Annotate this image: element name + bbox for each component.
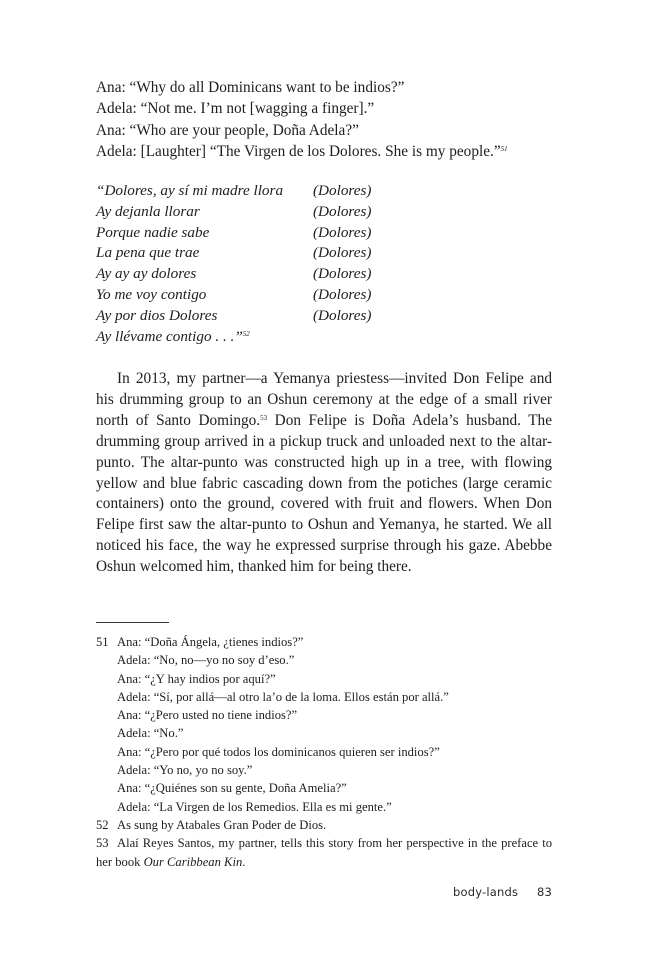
footnote-ref-51[interactable]: 51 [500,144,508,153]
song-refrain: (Dolores) [313,202,372,220]
dialogue-line: Adela: [Laughter] “The Virgen de los Dolores. She is my people.”$^{51}$ [96,142,508,160]
footnote-number: 52 [96,817,109,832]
body-paragraph: In 2013, my partner—a Yemanya priestess—invited Don Felipe and his drumming group to an Oshun ceremony at the edge of a small river north of Santo Domingo.$^{53}$ Don Felipe is Doña Adela’s husband. The drumming group arrived in a pickup truck and unloaded next to the altar-punto. The altar-punto was constructed high up in a tree, with flowing yellow and blue fabric cascading down from the potiches (large ceramic containers) onto the ground, covered with fruit and flowers. When Don Felipe first saw the altar-punto to Oshun and Yemanya, he started. We all noticed his face, the way he expressed surprise through his gaze. Abebbe Oshun welcomed him, thanked him for being there. [96,370,552,576]
footnote-number: 51 [96,635,109,649]
footnote-line: Ana: “Doña Ángela, ¿tienes indios?” [117,635,304,649]
footnote-53: 53 Alaí Reyes Santos, my partner, tells this story from her perspective in the preface to her book Our Caribbean Kin. [96,836,552,869]
footnote-line: Ana: “¿Quiénes son su gente, Doña Amelia?” [117,781,347,796]
song-refrain: (Dolores) [313,306,372,324]
song-lyrics [96,181,372,347]
song-line: La pena que trae (Dolores) [96,243,283,264]
footnote-line: Ana: “¿Pero usted no tiene indios?” [117,708,298,723]
footnote-line: Ana: “¿Pero por qué todos los dominicanos quieren ser indios?” [117,744,440,759]
dialogue-block [96,77,556,162]
footnote-line: Ana: “¿Y hay indios por aquí?” [117,671,276,686]
footnotes [96,633,552,871]
song-refrain: (Dolores) [313,285,372,303]
song-line: “Dolores, ay sí mi madre llora (Dolores) [96,181,283,202]
song-line: Porque nadie sabe (Dolores) [96,223,283,244]
footnote-52 [96,816,552,834]
footnote-number: 53 [96,836,109,851]
song-refrain: (Dolores) [313,223,372,241]
page-number: 83 [537,885,553,899]
song-refrain: (Dolores) [313,244,372,262]
book-title: Our Caribbean Kin [143,854,243,869]
footnote-ref-53[interactable]: 53 [260,413,268,422]
footnote-line: Adela: “La Virgen de los Remedios. Ella es mi gente.” [117,799,392,814]
song-line: Ay dejanla llorar (Dolores) [96,202,283,223]
footnote-ref-52[interactable]: 52 [242,329,250,338]
song-line: Ay por dios Dolores (Dolores) [96,306,283,327]
footnote-line: Adela: “Yo no, yo no soy.” [117,763,253,778]
footnote-text: As sung by Atabales Gran Poder de Dios. [117,817,327,832]
footnote-divider [96,622,169,623]
song-line: Yo me voy contigo (Dolores) [96,285,283,306]
song-refrain: (Dolores) [313,265,372,283]
footnote-51 [96,633,552,816]
footnote-line: Adela: “No.” [117,726,184,741]
dialogue-line: Adela: “Not me. I’m not [wagging a finger].” [96,100,375,118]
song-line: Ay ay ay dolores (Dolores) [96,264,283,285]
dialogue-line: Ana: “Who are your people, Doña Adela?” [96,121,359,139]
footnote-line: Adela: “Sí, por allá—al otro la’o de la loma. Ellos están por allá.” [117,689,449,704]
song-refrain: (Dolores) [313,182,372,199]
song-line-last: Ay llévame contigo . . .”$^{52}$ [96,327,250,345]
dialogue-line: Ana: “Why do all Dominicans want to be indios?” [96,79,405,96]
footnote-text: Alaí Reyes Santos, my partner, tells this story from her perspective in the preface to her book [96,836,552,869]
running-head: body-lands [453,885,519,899]
footnote-line: Adela: “No, no—yo no soy d’eso.” [117,653,295,668]
